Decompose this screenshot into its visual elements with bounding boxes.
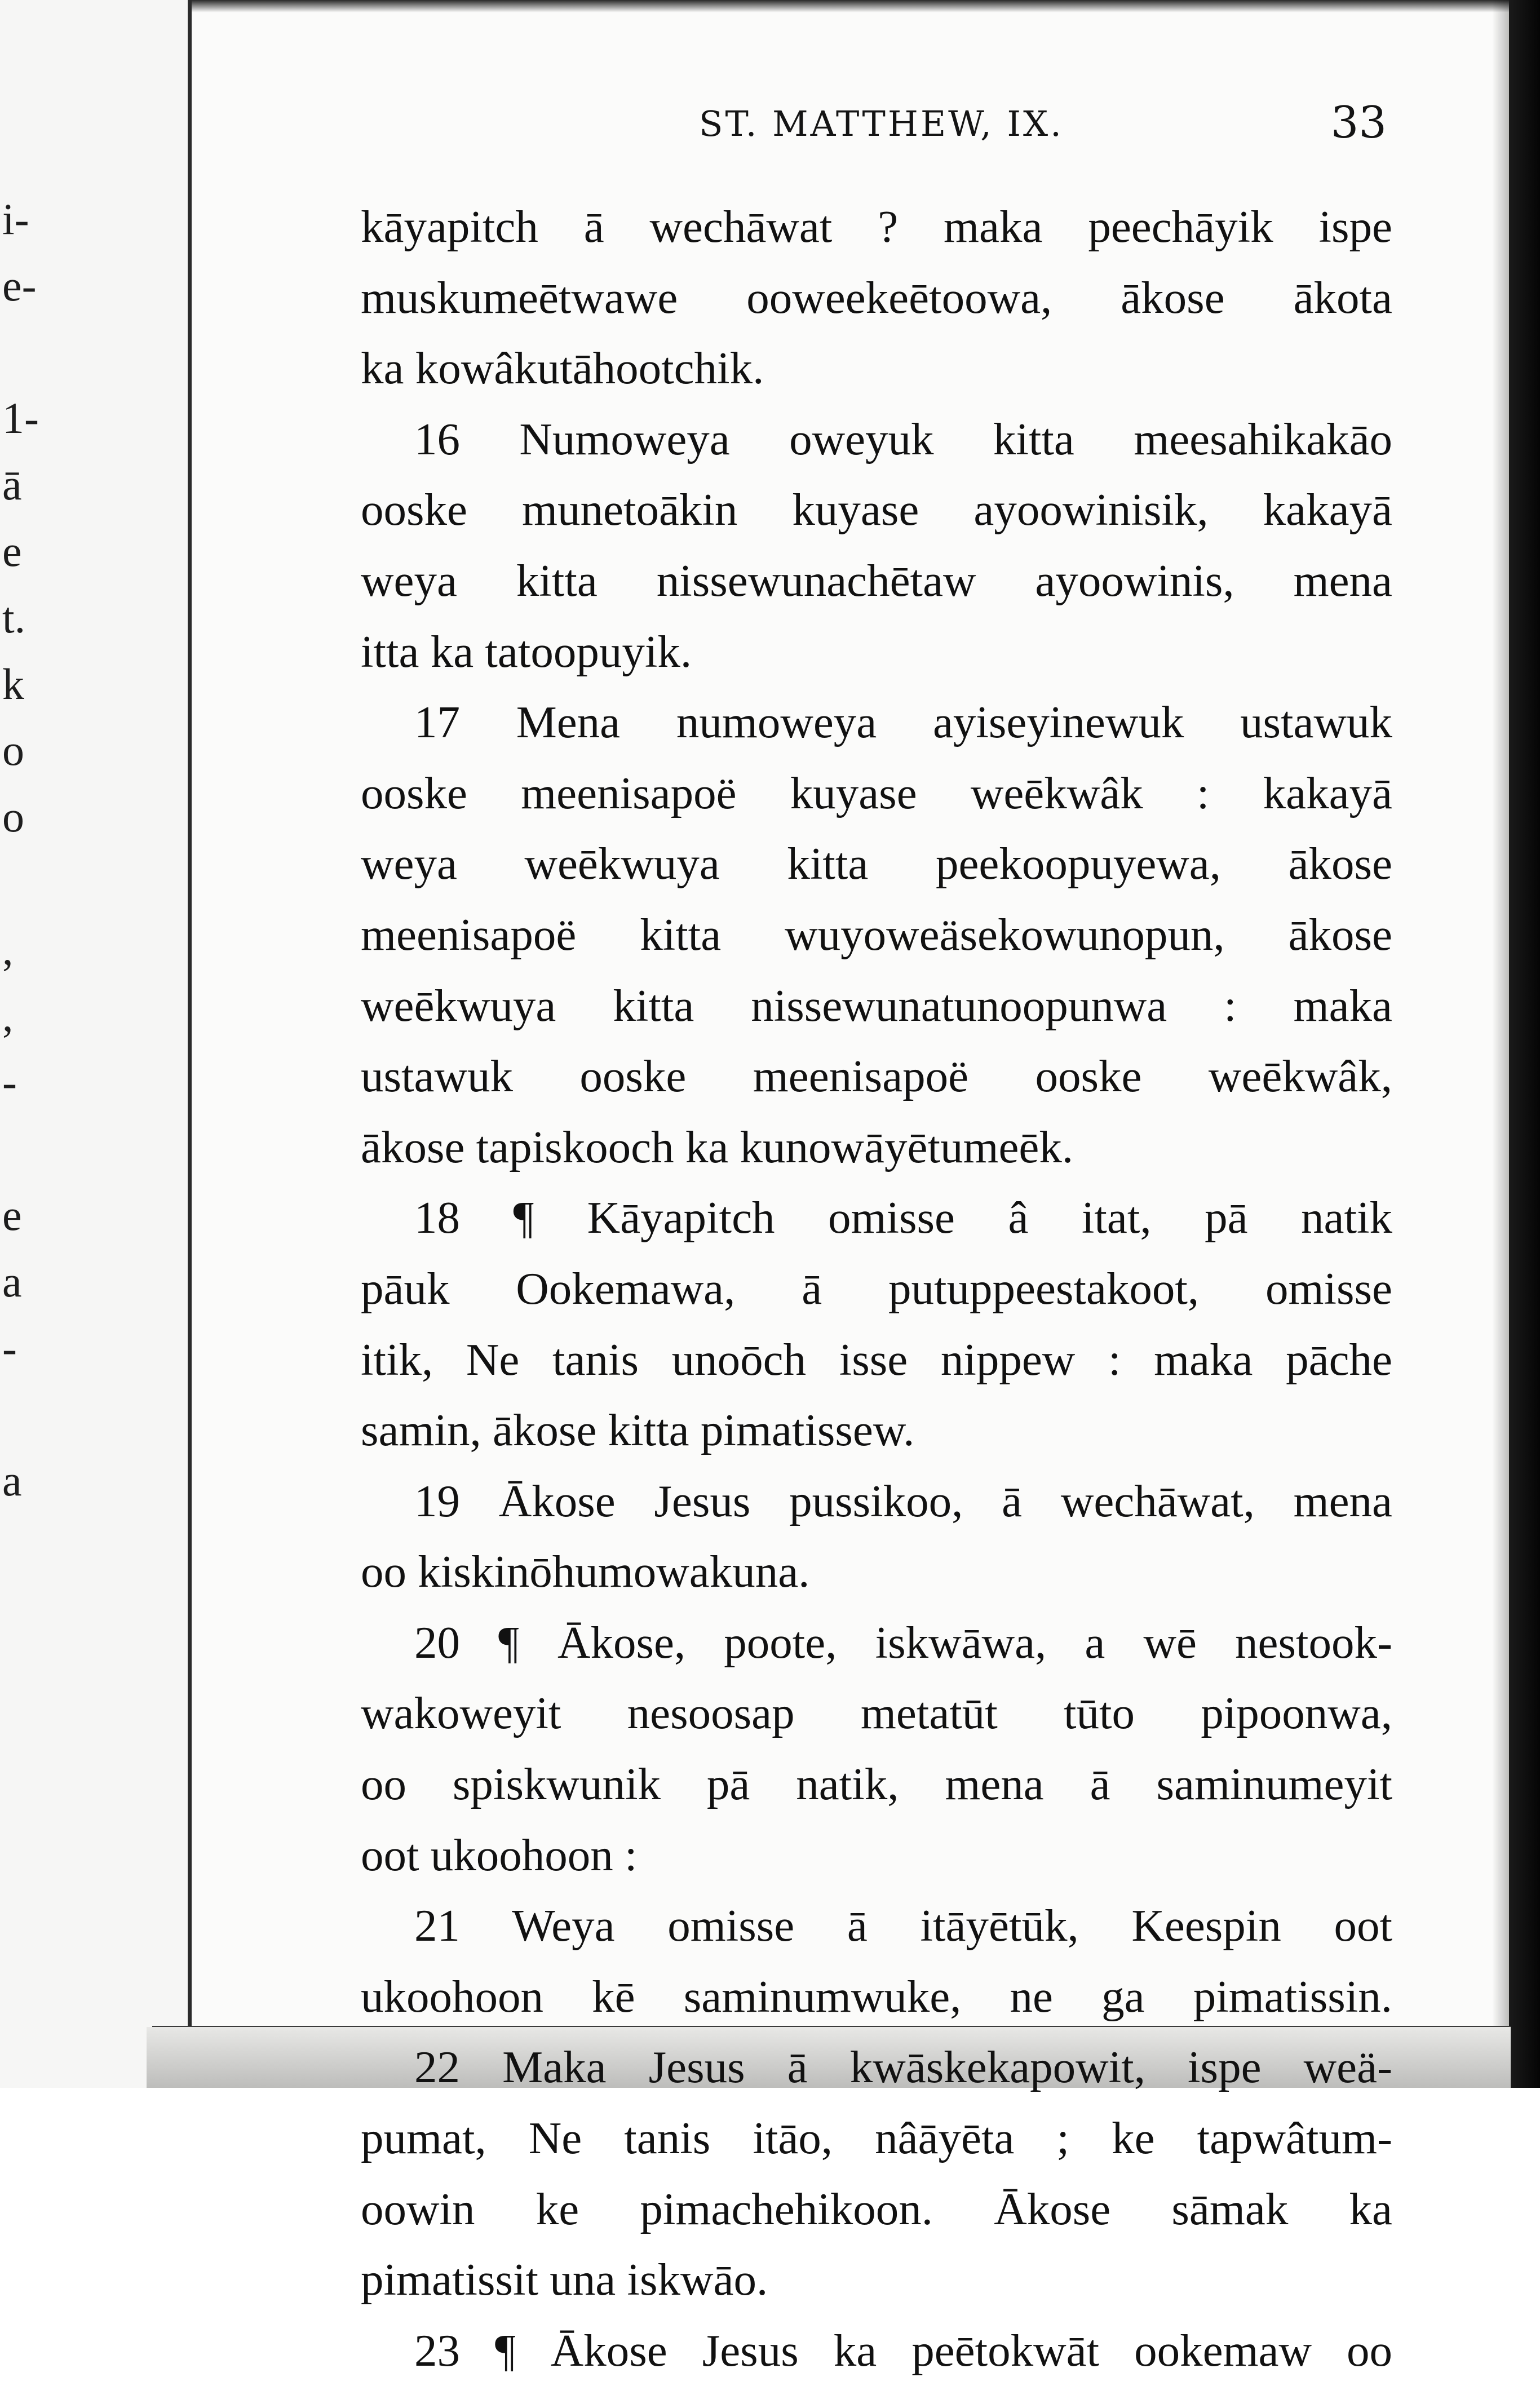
- verse-21-start: 21 Weya omisse ā itāyētūk, Keespin oot: [414, 1900, 1392, 1951]
- text-line: ooske munetoākin kuyase ayoowinisik, kakayā: [361, 484, 1392, 535]
- verse-19-start: 19 Ākose Jesus pussikoo, ā wechāwat, mena: [414, 1475, 1392, 1526]
- facing-fragment: [2, 1381, 36, 1447]
- verse-18-start: 18 ¶ Kāyapitch omisse â itat, pā natik: [414, 1192, 1392, 1243]
- text-line: meenisapoë kitta wuyoweäsekowunopun, ākose: [361, 909, 1392, 960]
- text-line: ooske meenisapoë kuyase weēkwâk : kakayā: [361, 767, 1392, 818]
- verse-17-start: 17 Mena numoweya ayiseyinewuk ustawuk: [414, 697, 1392, 748]
- facing-fragment: [2, 1514, 36, 1581]
- verse-16-start: 16 Numoweya oweyuk kitta meesahikakāo: [414, 413, 1392, 464]
- text-line: wakoweyit nesoosap metatūt tūto pipoonwa,: [361, 1688, 1392, 1739]
- text-line: oo spiskwunik pā natik, mena ā saminumeyit: [361, 1759, 1392, 1810]
- facing-fragment: ,: [2, 924, 14, 974]
- facing-fragment: ,: [2, 991, 14, 1041]
- text-line: pimatissit una iskwāo.: [361, 2254, 768, 2305]
- text-line: muskumeētwawe ooweekeētoowa, ākose ākota: [361, 272, 1392, 323]
- facing-fragment: 1-: [2, 393, 39, 443]
- facing-fragment: [2, 1581, 36, 1647]
- facing-fragment: e: [2, 526, 22, 576]
- facing-fragment: [2, 1115, 36, 1182]
- text-line: itta ka tatoopuyik.: [361, 626, 692, 677]
- text-line: kāyapitch ā wechāwat ? maka peechāyik ispe: [361, 201, 1392, 252]
- text-line: ka kowâkutāhootchik.: [361, 343, 764, 394]
- page-number: 33: [1330, 98, 1387, 148]
- verse-23-start: 23 ¶ Ākose Jesus ka peētokwāt ookemaw oo: [414, 2325, 1392, 2376]
- facing-fragment: e-: [2, 260, 37, 310]
- facing-fragment: [2, 1647, 36, 1714]
- text-line: weya weēkwuya kitta peekoopuyewa, ākose: [361, 838, 1392, 889]
- facing-fragment: a: [2, 1456, 22, 1506]
- binding: [1509, 0, 1540, 2088]
- facing-fragment: [2, 319, 36, 386]
- text-line: oot ukoohoon :: [361, 1829, 638, 1880]
- text-line: ākose tapiskooch ka kunowāyētumeēk.: [361, 1121, 1074, 1172]
- facing-fragment: [2, 850, 36, 917]
- facing-fragment: a: [2, 1256, 22, 1306]
- facing-page-fragments: [2, 186, 39, 1713]
- facing-page-edge: [0, 0, 189, 2088]
- gutter-line: [188, 0, 192, 2088]
- text-line: itik, Ne tanis unoōch isse nippew : maka pāche: [361, 1334, 1392, 1385]
- text-line: ukoohoon kē saminumwuke, ne ga pimatissin.: [361, 1971, 1392, 2022]
- facing-fragment: ā: [2, 460, 22, 510]
- text-line: weya kitta nissewunachētaw ayoowinis, mena: [361, 555, 1392, 606]
- text-line: ustawuk ooske meenisapoë ooske weēkwâk,: [361, 1051, 1392, 1102]
- text-line: pāuk Ookemawa, ā putuppeestakoot, omisse: [361, 1263, 1392, 1314]
- text-line: samin, ākose kitta pimatissew.: [361, 1405, 915, 1456]
- facing-fragment: t.: [2, 592, 26, 642]
- facing-fragment: -: [2, 1057, 17, 1107]
- verse-22-start: 22 Maka Jesus ā kwāskekapowit, ispe weä-: [414, 2042, 1392, 2093]
- text-line: oowin ke pimachehikoon. Ākose sāmak ka: [361, 2183, 1392, 2234]
- facing-fragment: i-: [2, 194, 29, 244]
- running-head: [620, 93, 1387, 155]
- facing-fragment: e: [2, 1190, 22, 1240]
- facing-fragment: k: [2, 659, 24, 709]
- top-edge-shadow: [192, 0, 1511, 12]
- running-head-title: ST. MATTHEW, IX.: [699, 103, 1064, 144]
- body-text: [361, 192, 1392, 2386]
- facing-fragment: -: [2, 1323, 17, 1373]
- binding-shadow: [1492, 0, 1509, 2088]
- verse-20-start: 20 ¶ Ākose, poote, iskwāwa, a wē nestook-: [414, 1617, 1392, 1668]
- text-line: weēkwuya kitta nissewunatunoopunwa : maka: [361, 980, 1392, 1031]
- text-line: pumat, Ne tanis itāo, nâāyēta ; ke tapwâtum-: [361, 2113, 1392, 2164]
- facing-fragment: o: [2, 725, 24, 775]
- text-line: oo kiskinōhumowakuna.: [361, 1546, 810, 1597]
- facing-fragment: o: [2, 792, 24, 842]
